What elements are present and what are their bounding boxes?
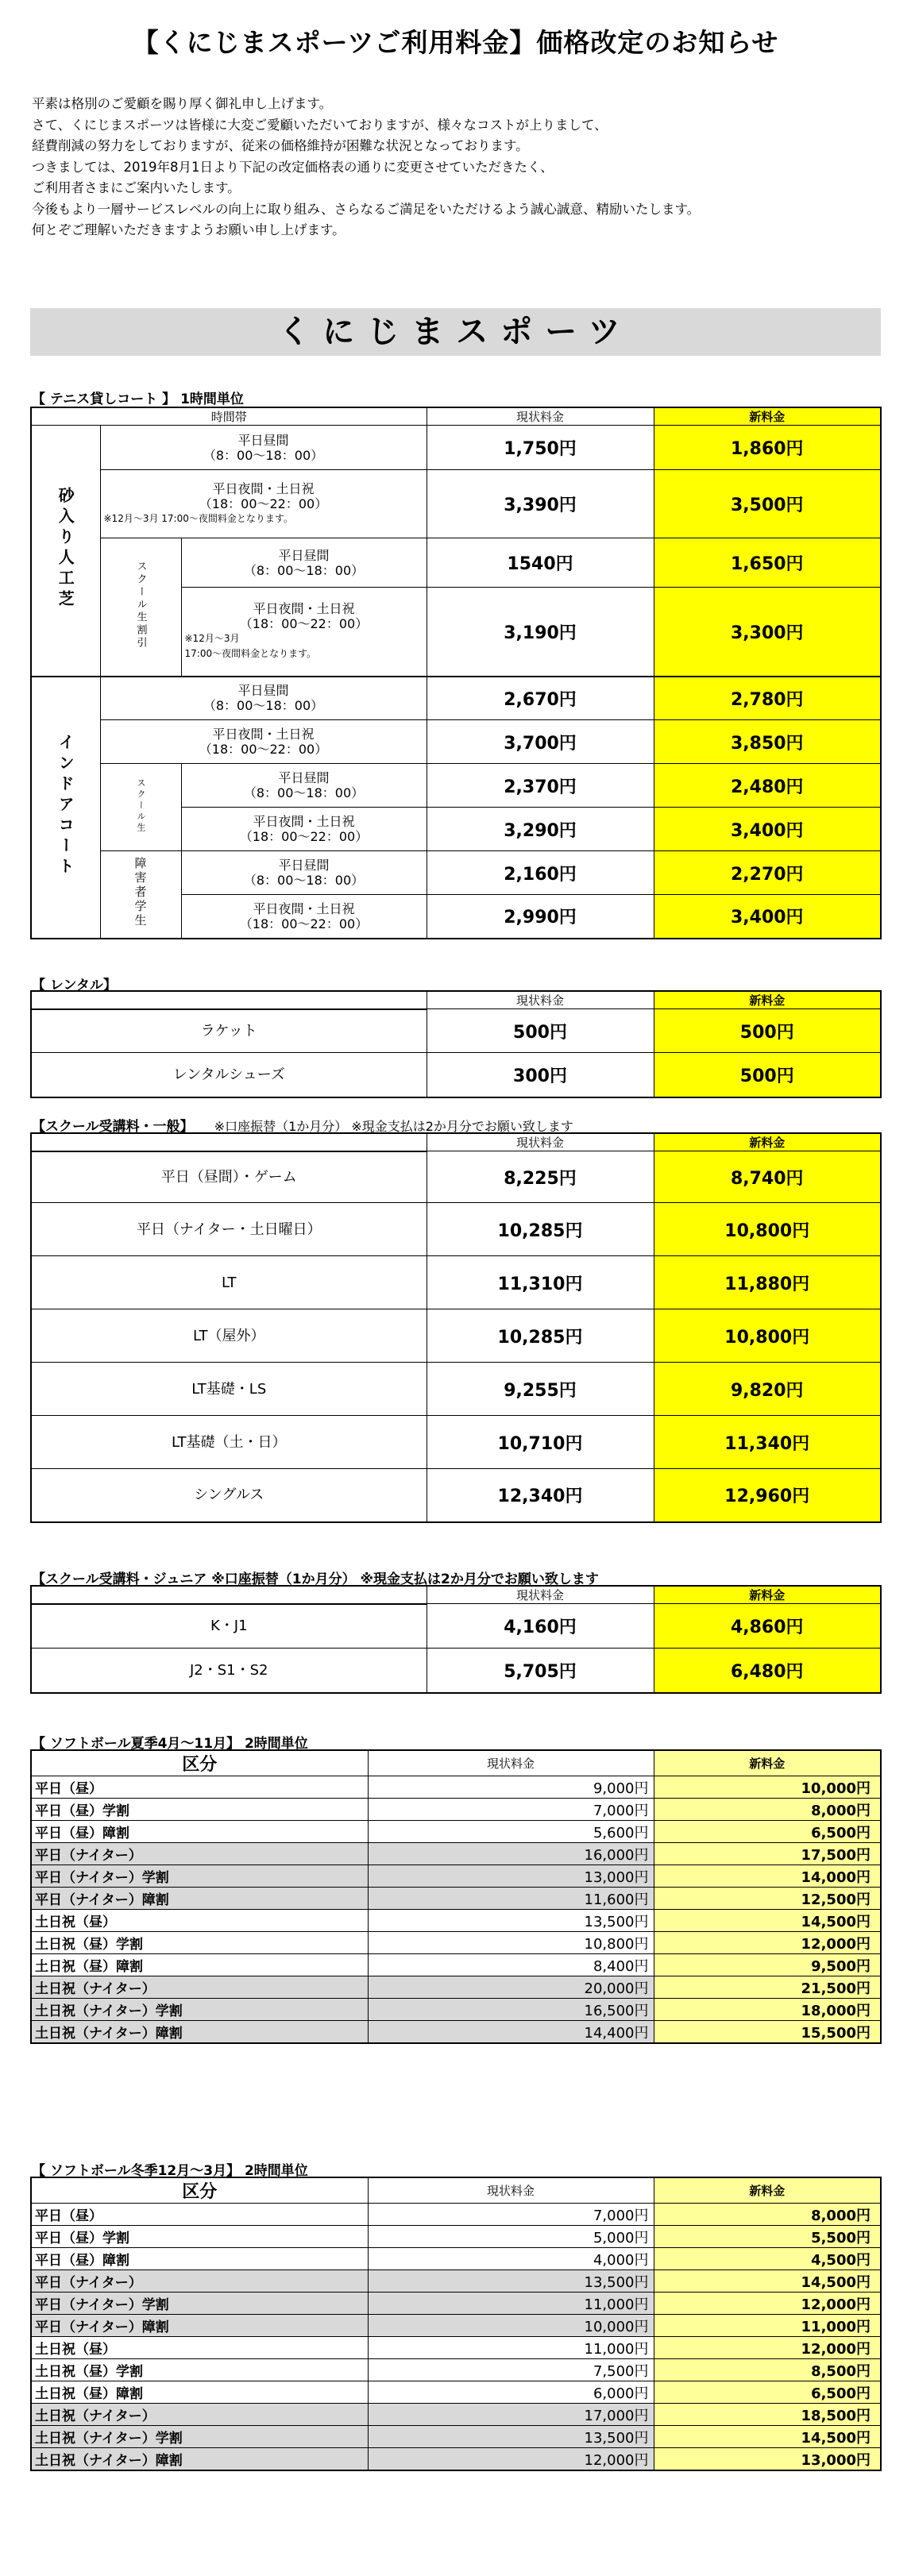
table-row [31, 2448, 881, 2471]
new-price: 10,000円 [654, 1776, 881, 1799]
category-label: 平日（ナイター）学割 [31, 2293, 368, 2315]
sub-school-sand: スクール生割引 [100, 538, 181, 677]
table-row [31, 1843, 881, 1865]
current-price: 11,600円 [368, 1888, 654, 1910]
current-price: 10,800円 [368, 1932, 654, 1954]
course-label: LT基礎（土・日） [31, 1416, 427, 1469]
softball-winter-caption: 【 ソフトボール冬季12月～3月】 2時間単位 [32, 2163, 308, 2179]
new-price: 11,880円 [654, 1256, 881, 1309]
current-price: 3,390円 [427, 470, 654, 538]
new-price: 6,500円 [654, 1821, 881, 1843]
new-price: 1,860円 [654, 426, 881, 470]
new-price: 1,650円 [654, 538, 881, 588]
sub-school-indoor: スクール生 [100, 764, 181, 851]
category-label: 土日祝（ナイター）障割 [31, 2021, 368, 2044]
table-row [31, 2248, 881, 2270]
new-price: 10,800円 [654, 1203, 881, 1256]
table-row [31, 2204, 881, 2226]
new-price: 8,000円 [654, 1799, 881, 1821]
new-price: 14,500円 [654, 2270, 881, 2293]
rental-table [30, 990, 882, 1098]
tennis-caption: 【 テニス貸しコート 】 1時間単位 [32, 391, 244, 407]
intro-line: さて、くにじまスポーツは皆様に大変ご愛顧いただいておりますが、様々なコストが上りまして、 [32, 117, 608, 133]
current-price: 5,600円 [368, 1821, 654, 1843]
current-price: 9,000円 [368, 1776, 654, 1799]
time-label: 平日夜間・土日祝 （18：00～22：00） ※12月～3月 17:00～夜間料金となります。 [100, 470, 427, 538]
new-price: 14,500円 [654, 1910, 881, 1932]
category-label: 土日祝（昼）障割 [31, 2381, 368, 2404]
sub-disabled-student: 障害者学生 [100, 851, 181, 939]
new-price: 3,850円 [654, 720, 881, 764]
new-price: 3,400円 [654, 895, 881, 939]
new-price: 12,000円 [654, 2293, 881, 2315]
new-price: 12,000円 [654, 2337, 881, 2359]
time-label: 平日夜間・土日祝 （18：00～22：00） [181, 895, 427, 939]
softball-winter-table [30, 2177, 882, 2471]
current-price: 14,400円 [368, 2021, 654, 2044]
table-row [31, 2293, 881, 2315]
col-header-current: 現状料金 [427, 1133, 654, 1151]
intro-line: 平素は格別のご愛顧を賜り厚く御礼申し上げます。 [32, 96, 333, 111]
current-price: 11,310円 [427, 1256, 654, 1309]
category-label: 平日（ナイター）障割 [31, 1888, 368, 1910]
time-label: 平日昼間 （8：00～18：00） [181, 851, 427, 895]
current-price: 3,290円 [427, 808, 654, 851]
col-header-current: 現状料金 [427, 407, 654, 426]
new-price: 18,500円 [654, 2404, 881, 2426]
current-price: 7,000円 [368, 1799, 654, 1821]
category-label: 土日祝（ナイター） [31, 2404, 368, 2426]
current-price: 2,370円 [427, 764, 654, 808]
new-price: 18,000円 [654, 1999, 881, 2021]
intro-text [32, 94, 874, 241]
table-row [31, 1799, 881, 1821]
new-price: 5,500円 [654, 2226, 881, 2248]
group-sand-court: 砂入り人工芝 [31, 426, 100, 677]
new-price: 8,740円 [654, 1151, 881, 1203]
new-price: 15,500円 [654, 2021, 881, 2044]
time-label: 平日夜間・土日祝 （18：00～22：00） ※12月～3月 17:00～夜間料金となります。 [181, 588, 427, 677]
new-price: 8,000円 [654, 2204, 881, 2226]
col-header-current: 現状料金 [368, 1750, 654, 1776]
table-row [31, 2359, 881, 2381]
current-price: 500円 [427, 1009, 654, 1053]
col-header-new: 新料金 [654, 1750, 881, 1776]
current-price: 11,000円 [368, 2293, 654, 2315]
category-label: 平日（昼）障割 [31, 2248, 368, 2270]
table-row [31, 2404, 881, 2426]
col-header-new: 新料金 [654, 991, 881, 1009]
rental-item: ラケット [31, 1009, 427, 1053]
intro-line: つきましては、2019年8月1日より下記の改定価格表の通りに変更させていただきたく、 [32, 159, 554, 175]
current-price: 5,000円 [368, 2226, 654, 2248]
new-price: 12,960円 [654, 1469, 881, 1522]
current-price: 16,000円 [368, 1843, 654, 1865]
current-price: 1540円 [427, 538, 654, 588]
section-banner: くにじまスポーツ [30, 308, 881, 356]
category-label: 平日（昼） [31, 2204, 368, 2226]
current-price: 1,750円 [427, 426, 654, 470]
course-label: LT [31, 1256, 427, 1309]
group-indoor-court: インドアコート [31, 677, 100, 939]
rental-caption: 【 レンタル】 [32, 978, 117, 993]
table-row [31, 1932, 881, 1954]
course-label: K・J1 [31, 1604, 427, 1649]
new-price: 500円 [654, 1009, 881, 1053]
current-price: 2,670円 [427, 677, 654, 720]
category-label: 土日祝（ナイター）学割 [31, 2426, 368, 2448]
table-row [31, 2270, 881, 2293]
time-label: 平日夜間・土日祝 （18：00～22：00） [181, 808, 427, 851]
intro-line: 経費削減の努力をしておりますが、従来の価格維持が困難な状況となっております。 [32, 138, 529, 153]
current-price: 12,340円 [427, 1469, 654, 1522]
table-row [31, 2381, 881, 2404]
table-row [31, 1976, 881, 1999]
current-price: 13,500円 [368, 2426, 654, 2448]
course-label: シングルス [31, 1469, 427, 1522]
new-price: 14,500円 [654, 2426, 881, 2448]
category-label: 土日祝（昼） [31, 1910, 368, 1932]
category-label: 平日（ナイター） [31, 2270, 368, 2293]
table-row [31, 1999, 881, 2021]
current-price: 13,000円 [368, 1865, 654, 1888]
intro-line: 何とぞご理解いただきますようお願い申し上げます。 [32, 222, 345, 237]
current-price: 10,285円 [427, 1203, 654, 1256]
current-price: 8,400円 [368, 1954, 654, 1976]
new-price: 9,820円 [654, 1363, 881, 1416]
current-price: 12,000円 [368, 2448, 654, 2471]
current-price: 2,160円 [427, 851, 654, 895]
school-general-caption: 【スクール受講料・一般】 ※口座振替（1か月分） ※現金支払は2か月分でお願い致します [32, 1119, 573, 1135]
category-label: 平日（昼） [31, 1776, 368, 1799]
table-row [31, 2426, 881, 2448]
category-label: 平日（ナイター） [31, 1843, 368, 1865]
current-price: 4,000円 [368, 2248, 654, 2270]
current-price: 10,710円 [427, 1416, 654, 1469]
category-label: 土日祝（昼） [31, 2337, 368, 2359]
current-price: 4,160円 [427, 1604, 654, 1649]
time-label: 平日夜間・土日祝 （18：00～22：00） [100, 720, 427, 764]
school-general-table [30, 1132, 882, 1523]
table-row [31, 2021, 881, 2044]
category-label: 土日祝（昼）学割 [31, 1932, 368, 1954]
new-price: 17,500円 [654, 1843, 881, 1865]
rental-item: レンタルシューズ [31, 1053, 427, 1097]
col-header-new: 新料金 [654, 407, 881, 426]
new-price: 2,270円 [654, 851, 881, 895]
col-header-time: 時間帯 [31, 407, 427, 426]
category-label: 平日（ナイター）障割 [31, 2315, 368, 2337]
table-row [31, 1954, 881, 1976]
new-price: 9,500円 [654, 1954, 881, 1976]
new-price: 6,480円 [654, 1649, 881, 1693]
new-price: 11,340円 [654, 1416, 881, 1469]
col-header-new: 新料金 [654, 1133, 881, 1151]
col-header-new: 新料金 [654, 1586, 881, 1604]
time-label: 平日昼間 （8：00～18：00） [181, 538, 427, 588]
current-price: 6,000円 [368, 2381, 654, 2404]
intro-line: 今後もより一層サービスレベルの向上に取り組み、さらなるご満足をいただけるよう誠心誠意、精励いたします。 [32, 201, 701, 217]
col-header-new: 新料金 [654, 2177, 881, 2204]
current-price: 16,500円 [368, 1999, 654, 2021]
table-row [31, 1776, 881, 1799]
category-label: 土日祝（昼）学割 [31, 2359, 368, 2381]
new-price: 6,500円 [654, 2381, 881, 2404]
new-price: 12,500円 [654, 1888, 881, 1910]
course-label: J2・S1・S2 [31, 1649, 427, 1693]
category-label: 土日祝（ナイター）障割 [31, 2448, 368, 2471]
new-price: 14,000円 [654, 1865, 881, 1888]
new-price: 12,000円 [654, 1932, 881, 1954]
school-junior-table [30, 1585, 882, 1694]
category-label: 土日祝（ナイター）学割 [31, 1999, 368, 2021]
category-label: 平日（ナイター）学割 [31, 1865, 368, 1888]
current-price: 8,225円 [427, 1151, 654, 1203]
category-label: 平日（昼）学割 [31, 2226, 368, 2248]
table-row [31, 1910, 881, 1932]
new-price: 500円 [654, 1053, 881, 1097]
new-price: 4,500円 [654, 2248, 881, 2270]
table-row [31, 2315, 881, 2337]
new-price: 8,500円 [654, 2359, 881, 2381]
table-row [31, 2226, 881, 2248]
new-price: 3,400円 [654, 808, 881, 851]
school-junior-caption: 【スクール受講料・ジュニア ※口座振替（1か月分） ※現金支払は2か月分でお願い致します [32, 1571, 599, 1587]
time-label: 平日昼間 （8：00～18：00） [100, 677, 427, 720]
course-label: 平日（昼間）・ゲーム [31, 1151, 427, 1203]
current-price: 13,500円 [368, 2270, 654, 2293]
current-price: 3,190円 [427, 588, 654, 677]
current-price: 10,285円 [427, 1309, 654, 1363]
col-header-category: 区分 [31, 2177, 368, 2204]
col-header-category: 区分 [31, 1750, 368, 1776]
new-price: 2,780円 [654, 677, 881, 720]
current-price: 17,000円 [368, 2404, 654, 2426]
current-price: 20,000円 [368, 1976, 654, 1999]
softball-summer-table [30, 1749, 882, 2044]
current-price: 300円 [427, 1053, 654, 1097]
new-price: 2,480円 [654, 764, 881, 808]
new-price: 10,800円 [654, 1309, 881, 1363]
new-price: 11,000円 [654, 2315, 881, 2337]
new-price: 13,000円 [654, 2448, 881, 2471]
course-label: 平日（ナイター・土日曜日） [31, 1203, 427, 1256]
col-header-current: 現状料金 [368, 2177, 654, 2204]
current-price: 7,000円 [368, 2204, 654, 2226]
category-label: 土日祝（昼）障割 [31, 1954, 368, 1976]
category-label: 土日祝（ナイター） [31, 1976, 368, 1999]
new-price: 4,860円 [654, 1604, 881, 1649]
new-price: 3,500円 [654, 470, 881, 538]
softball-summer-caption: 【 ソフトボール夏季4月～11月】 2時間単位 [32, 1736, 308, 1752]
col-header-current: 現状料金 [427, 991, 654, 1009]
current-price: 2,990円 [427, 895, 654, 939]
time-label: 平日昼間 （8：00～18：00） [181, 764, 427, 808]
current-price: 9,255円 [427, 1363, 654, 1416]
category-label: 平日（昼）学割 [31, 1799, 368, 1821]
table-row [31, 1821, 881, 1843]
col-header-current: 現状料金 [427, 1586, 654, 1604]
table-row [31, 1888, 881, 1910]
current-price: 7,500円 [368, 2359, 654, 2381]
current-price: 5,705円 [427, 1649, 654, 1693]
table-row [31, 1865, 881, 1888]
table-row [31, 2337, 881, 2359]
new-price: 3,300円 [654, 588, 881, 677]
current-price: 3,700円 [427, 720, 654, 764]
time-label: 平日昼間 （8：00～18：00） [100, 426, 427, 470]
tennis-table [30, 407, 882, 939]
category-label: 平日（昼）障割 [31, 1821, 368, 1843]
current-price: 10,000円 [368, 2315, 654, 2337]
current-price: 13,500円 [368, 1910, 654, 1932]
page-title: 【くにじまスポーツご利用料金】価格改定のお知らせ [132, 27, 779, 58]
current-price: 11,000円 [368, 2337, 654, 2359]
course-label: LT（屋外） [31, 1309, 427, 1363]
new-price: 21,500円 [654, 1976, 881, 1999]
course-label: LT基礎・LS [31, 1363, 427, 1416]
intro-line: ご利用者さまにご案内いたします。 [32, 180, 241, 195]
